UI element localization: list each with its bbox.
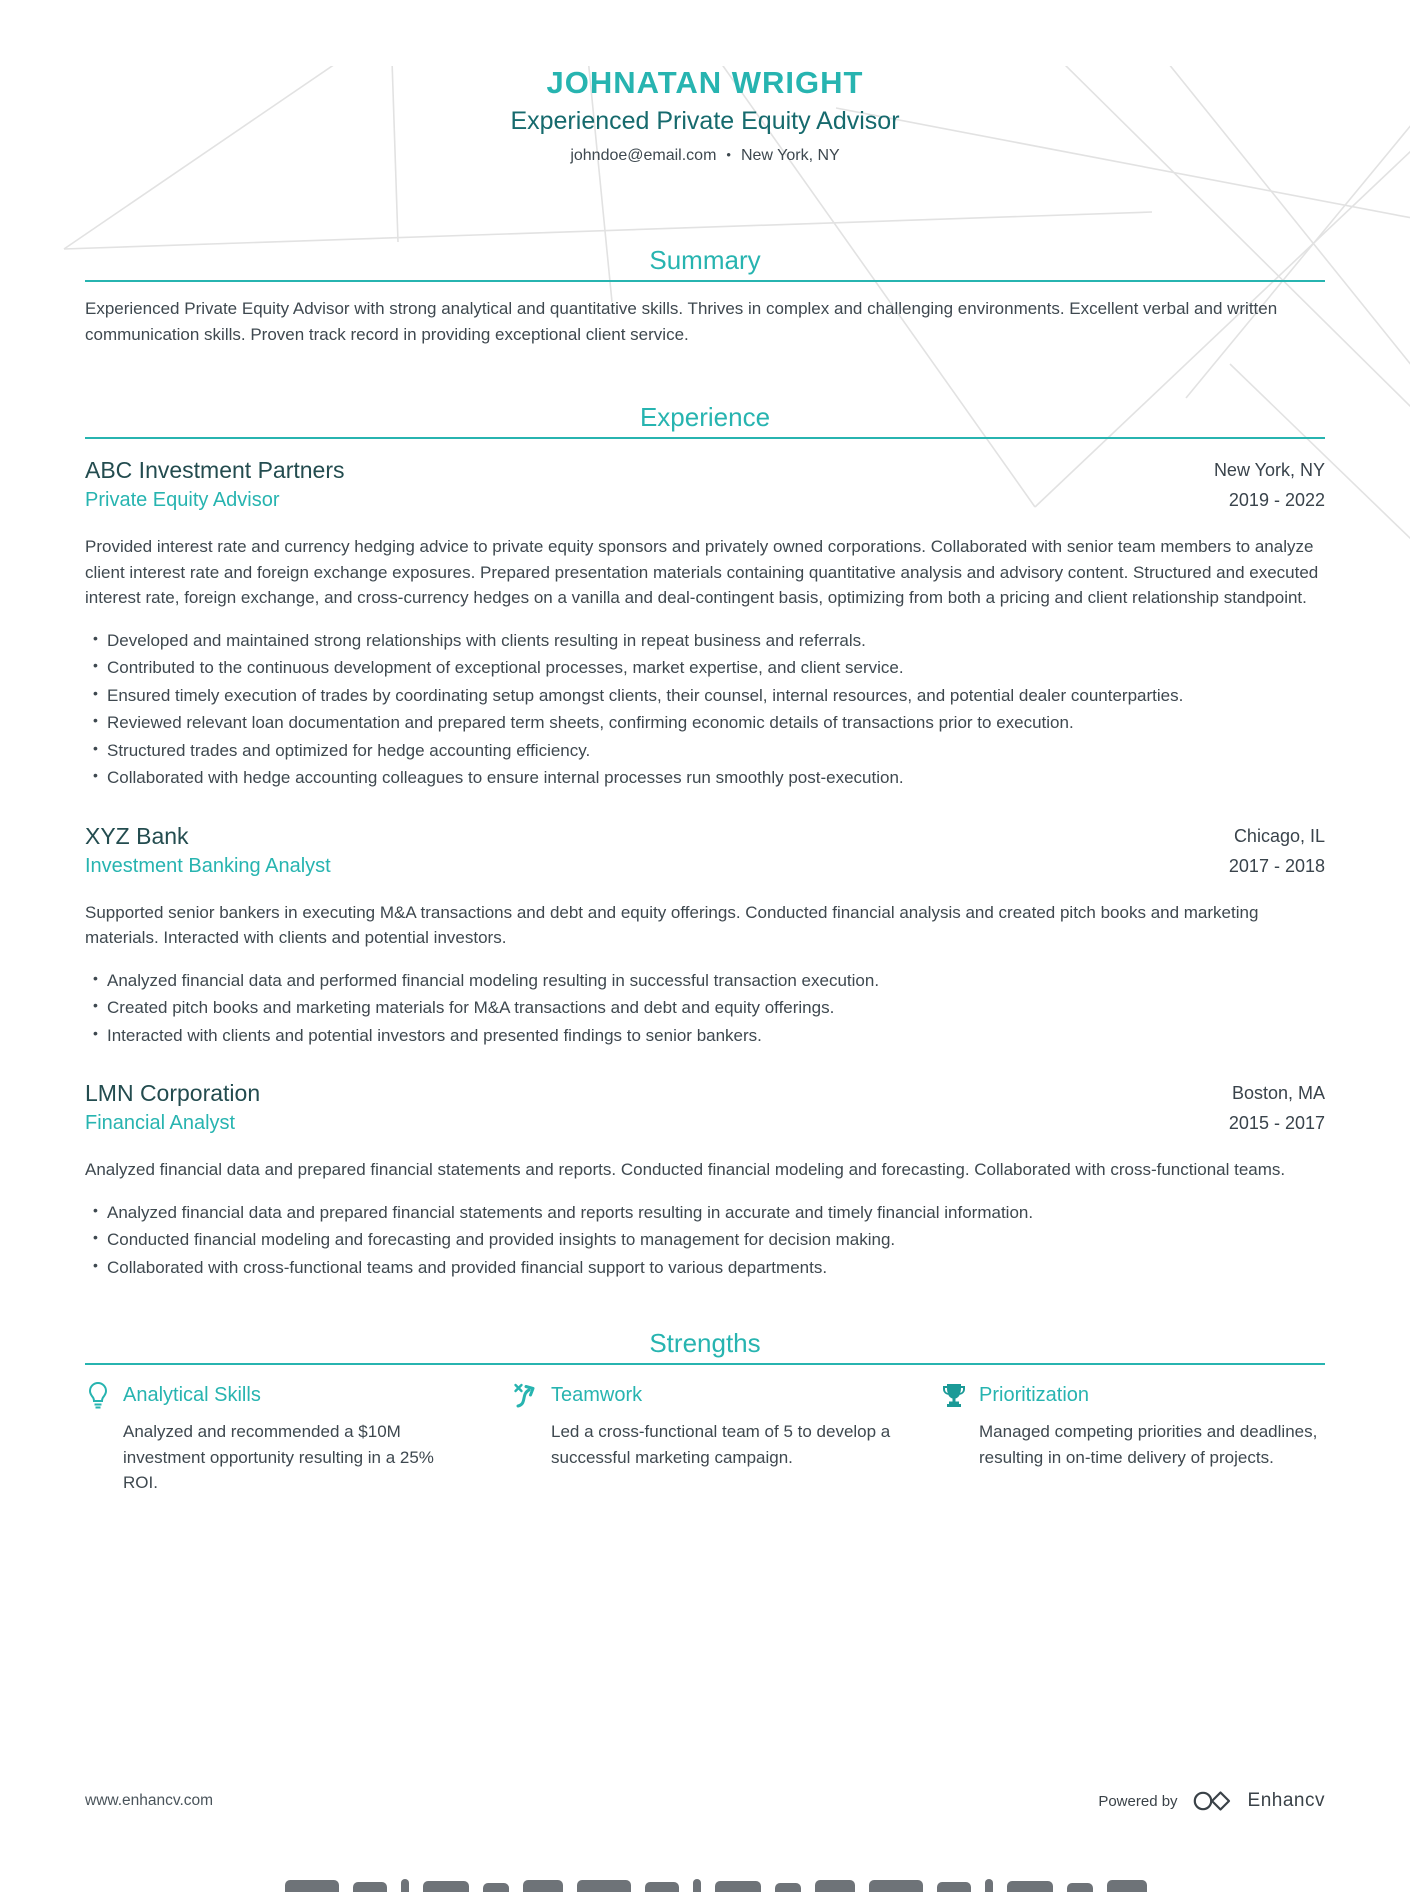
job-header <box>85 455 1325 513</box>
strengths-grid <box>85 1381 1325 1496</box>
enhancv-logo-icon <box>1192 1788 1234 1814</box>
contact-email: johndoe@email.com <box>570 147 717 164</box>
job-bullet: • Developed and maintained strong relationships with clients resulting in repeat business and referrals. <box>85 628 1325 654</box>
footer-website: www.enhancv.com <box>85 1792 214 1809</box>
job-company: XYZ Bank <box>85 822 189 849</box>
page-footer <box>85 1788 1325 1814</box>
summary-section <box>85 245 1325 347</box>
job-bullet-list <box>85 968 1325 1049</box>
strength-item <box>941 1381 1325 1496</box>
job-bullet: • Structured trades and optimized for hedge accounting efficiency. <box>85 738 1325 764</box>
trophy-icon <box>941 1381 967 1409</box>
job-company: LMN Corporation <box>85 1080 261 1106</box>
candidate-name: JOHNATAN WRIGHT <box>546 65 864 100</box>
job-bullet: • Collaborated with hedge accounting colleagues to ensure internal processes run smoothly post-execution. <box>85 765 1325 791</box>
strengths-underline <box>85 1363 1325 1365</box>
job-bullet-list <box>85 628 1325 791</box>
lightbulb-icon <box>85 1381 111 1409</box>
contact-location: New York, NY <box>740 147 840 164</box>
strength-text: Led a cross-functional team of 5 to develop a successful marketing campaign. <box>551 1422 891 1467</box>
job-bullet: • Interacted with clients and potential investors and presented findings to senior bankers. <box>85 1023 1325 1049</box>
strength-title: Teamwork <box>551 1384 643 1406</box>
contact-separator-dot: • <box>726 147 731 162</box>
job-dates: 2015 - 2017 <box>1228 1113 1325 1133</box>
job-entry <box>85 1078 1325 1280</box>
enhancv-brand-name: Enhancv <box>1247 1790 1325 1811</box>
strength-text: Managed competing priorities and deadlines, resulting in on-time delivery of projects. <box>979 1422 1318 1467</box>
powered-by <box>1098 1788 1325 1814</box>
summary-underline <box>85 280 1325 282</box>
job-description: Supported senior bankers in executing M&A transactions and debt and equity offerings. Conducted financial analysis and created pitch books and marketing materials. Interacted with clients and potential investors. <box>85 902 1259 947</box>
job-bullet: • Reviewed relevant loan documentation and prepared term sheets, confirming economic details of transactions prior to execution. <box>85 710 1325 736</box>
job-bullet: • Analyzed financial data and performed financial modeling resulting in successful transaction execution. <box>85 968 1325 994</box>
strengths-heading: Strengths <box>649 1328 761 1358</box>
job-role: Financial Analyst <box>85 1112 236 1134</box>
experience-underline <box>85 437 1325 439</box>
summary-text: Experienced Private Equity Advisor with strong analytical and quantitative skills. Thrives in complex and challenging environments. Excellent verbal and written communication skills. Proven track record in providing exceptional client service. <box>85 299 1278 344</box>
job-role: Private Equity Advisor <box>85 489 280 511</box>
job-role: Investment Banking Analyst <box>85 854 331 877</box>
powered-by-label: Powered by <box>1098 1792 1178 1810</box>
job-location: Boston, MA <box>1231 1083 1325 1103</box>
summary-heading: Summary <box>649 245 761 275</box>
job-bullet: • Collaborated with cross-functional teams and provided financial support to various departments. <box>85 1255 1325 1281</box>
strength-title: Prioritization <box>979 1384 1090 1406</box>
job-bullet: • Created pitch books and marketing materials for M&A transactions and debt and equity offerings. <box>85 995 1325 1021</box>
job-bullet: • Analyzed financial data and prepared financial statements and reports resulting in accurate and timely financial information. <box>85 1200 1325 1226</box>
experience-section <box>85 402 1325 1280</box>
job-company: ABC Investment Partners <box>85 457 345 483</box>
job-dates: 2017 - 2018 <box>1228 855 1325 876</box>
job-location: New York, NY <box>1213 460 1325 480</box>
job-bullet: • Ensured timely execution of trades by coordinating setup amongst clients, their counsel, internal resources, and potential dealer counterparties. <box>85 683 1325 709</box>
strengths-section <box>85 1328 1325 1496</box>
job-bullet: • Contributed to the continuous development of exceptional processes, market expertise, and client service. <box>85 655 1325 681</box>
job-description: Provided interest rate and currency hedging advice to private equity sponsors and privately owned corporations. Collaborated with senior team members to analyze client interest rate and foreign exchange exposures. Prepared presentation materials containing quantitative analysis and advisory content. Structured and executed interest rate, foreign exchange, and cross-currency hedges on a vanilla and deal-contingent basis, optimizing from both a pricing and client relationship standpoint. <box>85 537 1319 607</box>
tactics-arrow-icon <box>513 1381 539 1409</box>
strength-item <box>513 1381 897 1496</box>
resume-header <box>85 66 1325 166</box>
job-bullet: • Conducted financial modeling and forecasting and provided insights to management for decision making. <box>85 1227 1325 1253</box>
job-description: Analyzed financial data and prepared financial statements and reports. Conducted financial modeling and forecasting. Collaborated with cross-functional teams. <box>85 1160 1286 1179</box>
strength-title: Analytical Skills <box>123 1384 261 1406</box>
candidate-title: Experienced Private Equity Advisor <box>510 107 900 135</box>
contact-line <box>85 145 1325 166</box>
strength-item <box>85 1381 469 1496</box>
job-bullet-list <box>85 1200 1325 1281</box>
resume-page <box>0 66 1410 1496</box>
clipped-next-page-text <box>285 1879 1410 1892</box>
job-entry <box>85 821 1325 1049</box>
job-entry <box>85 455 1325 791</box>
strength-text: Analyzed and recommended a $10M investment opportunity resulting in a 25% ROI. <box>123 1422 434 1492</box>
experience-heading: Experience <box>639 402 771 432</box>
job-location: Chicago, IL <box>1233 825 1325 846</box>
job-header <box>85 821 1325 879</box>
job-dates: 2019 - 2022 <box>1228 490 1325 510</box>
job-header <box>85 1078 1325 1136</box>
